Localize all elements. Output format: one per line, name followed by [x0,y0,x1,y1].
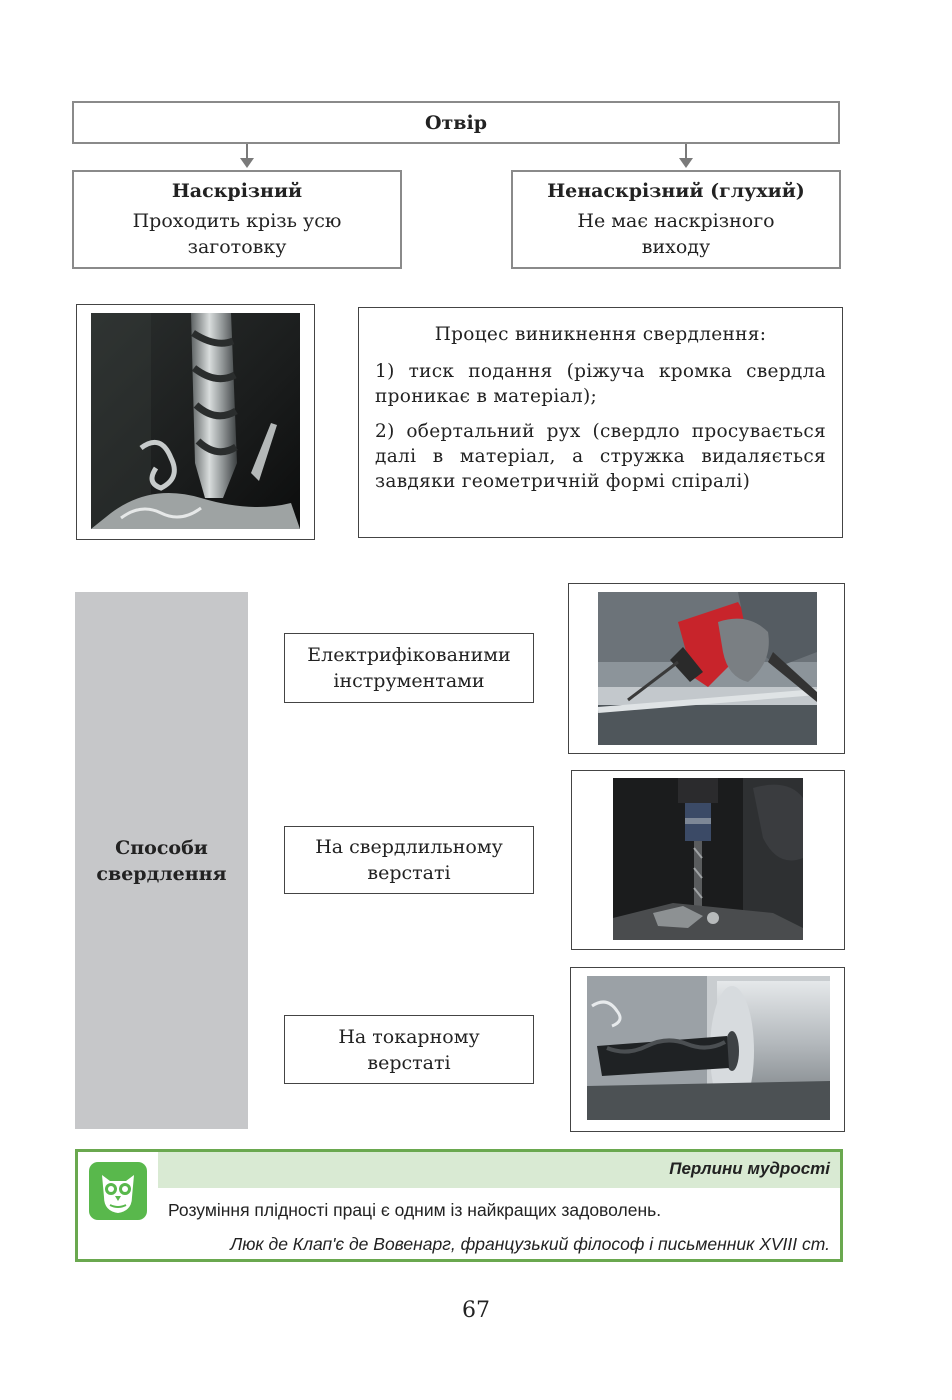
through-hole-desc-1: Проходить крізь усю [132,209,342,232]
blind-hole-desc-2: виходу [641,235,711,258]
drill-bit-photo [91,313,300,529]
drill-press-photo [613,778,803,940]
method-electric-tools [284,633,534,703]
blind-hole-desc-1: Не має наскрізного [577,209,775,232]
through-hole-desc-2: заготовку [187,235,287,258]
page-number: 67 [462,1298,490,1323]
drill-bit-photo-frame [76,304,315,540]
blind-hole-box [511,170,841,269]
method-electric-line-1: Електрифікованими [307,644,511,666]
electric-drill-photo [598,592,817,745]
drilling-methods-panel [75,592,248,1129]
hole-root-box [72,101,840,144]
process-step-1: 1) тиск подання (ріжуча кромка свердла проникає в матеріал); [375,361,826,407]
wisdom-block [75,1149,843,1262]
through-hole-box [72,170,402,269]
arrow-to-blind [685,144,687,166]
method-drill-press-line-2: верстаті [367,862,451,884]
blind-hole-title: Ненаскрізний (глухий) [547,179,805,202]
method-lathe-line-2: верстаті [367,1051,451,1074]
method-drill-press [284,826,534,894]
method-drill-press-line-1: На свердлильному [315,836,503,858]
methods-title-1: Способи [115,836,208,859]
wisdom-heading: Перлини мудрості [669,1159,830,1178]
lathe-photo [587,976,830,1120]
wisdom-author: Люк де Клап'є де Вовенарг, французький філософ і письменник XVIII ст. [230,1234,830,1254]
method-lathe-line-1: На токарному [338,1025,480,1048]
through-hole-title: Наскрізний [171,179,303,202]
hole-root-label: Отвір [424,111,488,134]
drilling-process-box [358,307,843,538]
methods-title-2: свердлення [96,862,227,885]
electric-drill-photo-frame [568,583,845,754]
drill-press-photo-frame [571,770,845,950]
process-heading: Процес виникнення свердлення: [434,324,767,345]
process-step-2: 2) обертальний рух (свердло просувається далі в матеріал, а стружка видаляється завдяки геометричній формі спіралі) [375,421,826,492]
owl-icon [89,1162,147,1220]
lathe-photo-frame [570,967,845,1132]
wisdom-heading-band [158,1152,840,1188]
method-lathe [284,1015,534,1084]
wisdom-quote: Розуміння плідності праці є одним із найкращих задоволень. [168,1200,662,1220]
method-electric-line-2: інструментами [333,670,485,692]
arrow-to-through [246,144,248,166]
